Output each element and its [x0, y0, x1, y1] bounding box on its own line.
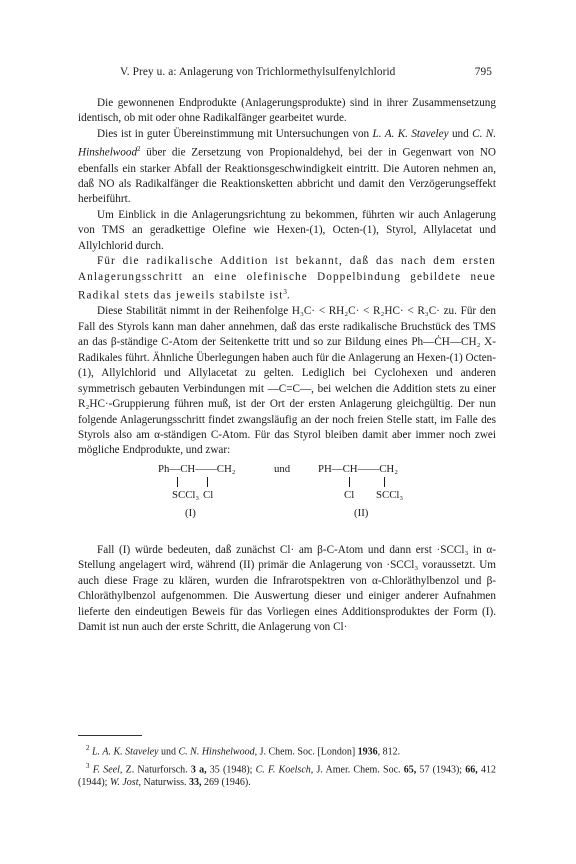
bond-line — [384, 477, 385, 487]
footnote-mark: 2 — [86, 744, 90, 752]
author-name: W. Jost, — [109, 777, 141, 789]
paragraph-text: über die Zersetzung von Propionaldehyd, bei der in Gegenwart von NO ebenfalls ein starker Abfall der Reaktionsgeschwindigkeit eintritt. Die Autoren nehmen an, daß NO als Radikalfänger die Reaktionsketten abbricht und damit den Verzögerungseffekt herbeiführt. — [78, 147, 496, 206]
footnote-3 — [78, 760, 496, 790]
paragraph-text: und — [448, 127, 473, 140]
paragraph-fall-I: Fall (I) würde bedeuten, daß zunächst Cl· am β-C-Atom und dann erst ·SCCl₃ in α-Stellung angelagert wird, während (II) primär die Anlagerung von ·SCCl₃ voraussetzt. Um auch diese Frage zu klären, wurden die Infrarotspektren von α-Chloräthylbenzol und β-Chloräthylbenzol aufgenommen. Die Auswertung dieser und einiger anderer Aufnahmen lieferte den eindeutigen Beweis für das Vorliegen eines Additionsproduktes der Form (I). Damit ist nun auch der erste Schritt, die Anlagerung von Cl· — [78, 543, 496, 634]
paragraph-text: Für die radikalische Addition ist bekannt, daß das nach dem ersten Anlagerungsschritt an eine olefinische Doppelbindung gebildete neue Radikal stets das jeweils stabilste ist — [78, 255, 496, 302]
citation-volume: 66, — [465, 764, 478, 776]
article-body — [78, 96, 496, 636]
footnotes — [78, 742, 496, 791]
footnote-mark: 3 — [86, 761, 90, 770]
citation-volume: 33, — [189, 777, 202, 789]
author-name: F. Seel, — [92, 764, 123, 776]
footnote-text: J. Chem. Soc. [London] — [257, 746, 358, 758]
footnote-text: Z. Naturforsch. — [122, 764, 191, 776]
paragraph-anlagerungsrichtung: Um Einblick in die Anlagerungsrichtung zu bekommen, führten wir auch Anlagerung von TMS an geradkettige Olefine wie Hexen-(1), Octen-(1), Styrol, Allylacetat und Allylchlorid durch. — [78, 208, 496, 252]
footnote-text: J. Amer. Chem. Soc. — [313, 764, 404, 776]
footnote-text: 412 (1944); — [78, 764, 496, 789]
citation-volume: 65, — [403, 764, 417, 776]
paragraph-text: Dies ist in guter Übereinstimmung mit Untersuchungen von — [97, 127, 373, 140]
footnote-ref: 3 — [283, 288, 287, 297]
structure-II-label: (II) — [354, 506, 369, 519]
structure-II-substituent: Cl — [344, 488, 355, 501]
bond-line — [177, 477, 178, 487]
paragraph-endprodukte: Die gewonnenen Endprodukte (Anlagerungsprodukte) sind in ihrer Zusammensetzung identisch, ob mit oder ohne Radikalfänger gearbeitet wurde. — [78, 97, 496, 125]
footnote-text: 57 (1943); — [416, 764, 466, 776]
author-name: C. N. Hinshelwood — [78, 127, 496, 160]
footnote-text: 269 (1946). — [201, 777, 251, 789]
author-name: L. A. K. Staveley — [92, 746, 159, 758]
reaction-scheme — [78, 463, 496, 533]
page-number: 795 — [474, 66, 492, 78]
footnote-text: , 812. — [377, 746, 401, 758]
structure-I-substituent: SCCl₃ — [172, 488, 200, 501]
running-header — [120, 66, 492, 78]
footnote-text: und — [158, 746, 179, 758]
structure-I-formula: Ph—CH——CH₂ — [158, 462, 236, 475]
author-name: C. F. Koelsch, — [255, 764, 314, 776]
bond-line — [207, 477, 208, 487]
running-title: V. Prey u. a: Anlagerung von Trichlormethylsulfenylchlorid — [120, 66, 396, 78]
citation-volume: 3 a, — [190, 764, 207, 776]
structure-I-label: (I) — [185, 506, 196, 519]
footnote-text: Naturwiss. — [140, 777, 190, 789]
structure-II-substituent: SCCl₃ — [376, 488, 404, 501]
paragraph-text: . — [286, 289, 291, 302]
paragraph-radikalische-addition — [78, 254, 496, 304]
footnote-text: 35 (1948); — [206, 764, 256, 776]
structure-II-formula: PH—CH——CH₂ — [318, 462, 398, 475]
citation-year: 1936 — [357, 746, 378, 758]
conjunction-und: und — [274, 462, 291, 475]
footnote-ref: 2 — [137, 145, 141, 154]
bond-line — [349, 477, 350, 487]
paragraph-staveley — [78, 127, 496, 208]
footnote-divider — [78, 735, 142, 736]
author-name: C. N. Hinshelwood, — [178, 746, 258, 758]
structure-I-substituent: Cl — [203, 488, 214, 501]
author-name: L. A. K. Staveley — [372, 127, 449, 140]
paragraph-stabilitaet: Diese Stabilität nimmt in der Reihenfolge H₃C· < RH₂C· < R₂HC· < R₃C· zu. Für den Fall des Styrols kann man daher annehmen, daß das erste radikalische Bruchstück des TMS an das β-ständige C-Atom der Seitenkette tritt und so zur Bildung eines Ph—ĊH—CH₂ X-Radikales führt. Ähnliche Überlegungen haben auch für die Anlagerung an Hexen-(1) Octen-(1), Allylchlorid und Allylacetat zu gelten. Lediglich bei Cyclohexen und anderen symmetrisch gebauten Verbindungen mit —C=C—, bei welchen die Addition stets zu einer R₂HC·-Gruppierung führen muß, ist der Ort der ersten Anlagerung gleichgültig. Der nun folgende Anlagerungsschritt findet zwangsläufig an der noch freien Stelle statt, im Falle des Styrols also am α-ständigen C-Atom. Für das Styrol bleiben damit aber immer noch zwei mögliche Endprodukte, und zwar: — [78, 305, 496, 457]
footnote-2 — [78, 742, 496, 759]
